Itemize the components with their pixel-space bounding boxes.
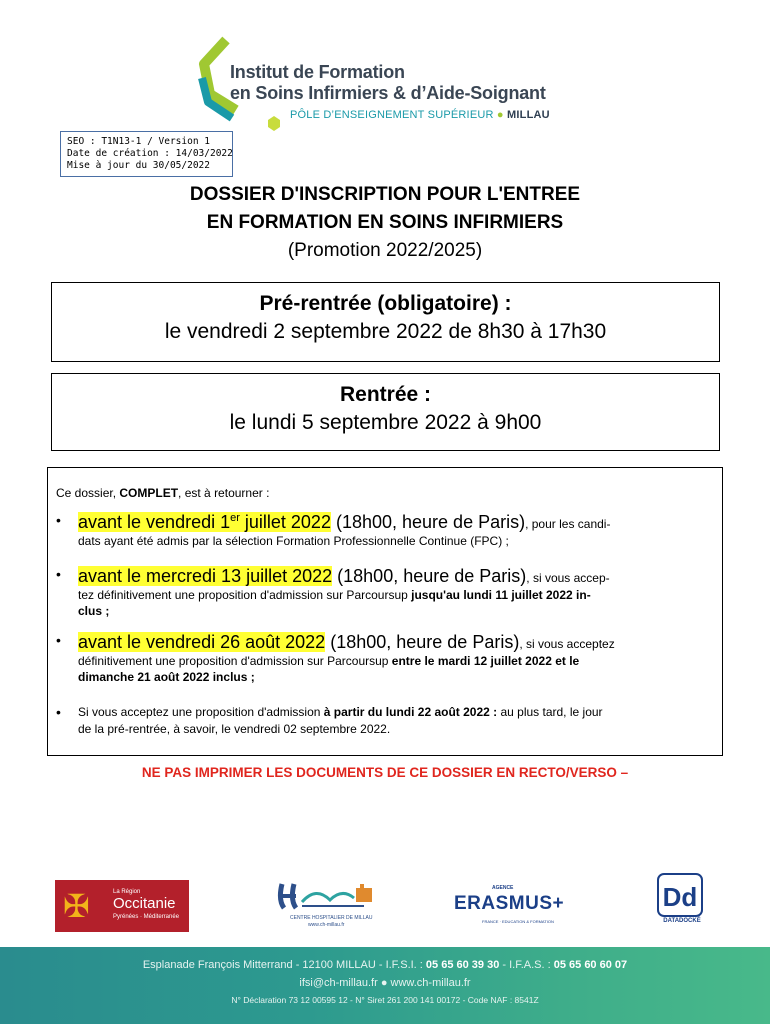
pre-rentree-detail: le vendredi 2 septembre 2022 de 8h30 à 17h30 [164, 320, 607, 343]
bullet-icon: • [56, 704, 61, 720]
intro-text: Ce dossier, [56, 486, 120, 500]
deadline-date-highlight: avant le vendredi 26 août 2022 [78, 632, 326, 652]
document-title-line-2: EN FORMATION EN SOINS INFIRMIERS [206, 212, 564, 233]
bullet-icon: • [56, 512, 61, 528]
logo-city: MILLAU [507, 109, 550, 121]
ch-millau-emblem-icon [268, 878, 388, 914]
footer-address [0, 959, 770, 971]
pre-rentree-box [51, 282, 720, 362]
print-warning: NE PAS IMPRIMER LES DOCUMENTS DE CE DOSSIER EN RECTO/VERSO – [141, 765, 629, 780]
erasmus-logo [452, 885, 592, 931]
deadline-date-text: avant le vendredi 1 [78, 512, 231, 532]
deadlines-intro [56, 486, 269, 500]
description-text: définitivement une proposition d'admission sur Parcoursup [78, 654, 392, 668]
deadline-line [78, 566, 706, 587]
deadline-time: (18h00, heure de Paris) [330, 512, 526, 532]
description-bold: jusqu'au lundi 11 juillet 2022 in- [411, 588, 591, 602]
deadline-item-fpc [56, 512, 706, 549]
late-bold: à partir du lundi 22 août 2022 : [323, 705, 498, 719]
logo-line-1: Institut de Formation [230, 62, 405, 82]
description-bold-end: dimanche 21 août 2022 inclus ; [78, 670, 255, 684]
deadline-date-highlight [78, 512, 331, 532]
deadline-item-parcoursup-july [56, 566, 706, 619]
description-bold: entre le mardi 12 juillet 2022 et le [391, 654, 580, 668]
pre-rentree-heading: Pré-rentrée (obligatoire) : [259, 292, 512, 315]
intro-text-end: , est à retourner : [178, 486, 270, 500]
deadline-description [78, 587, 706, 619]
deadline-date-highlight: avant le mercredi 13 juillet 2022 [78, 566, 333, 586]
logo-dot-icon: ● [496, 109, 504, 121]
deadline-date-text-end: juillet 2022 [239, 512, 331, 532]
occitanie-name: Occitanie [113, 895, 176, 912]
logo-line-3 [290, 109, 550, 121]
erasmus-plus: + [552, 893, 565, 914]
deadline-line [78, 512, 706, 533]
description-text: tez définitivement une proposition d'admission sur Parcoursup [78, 588, 412, 602]
footer-legal: N° Déclaration 73 12 00595 12 - N° Siret 261 200 141 00172 - Code NAF : 8541Z [231, 995, 539, 1005]
footer-band [0, 947, 770, 1024]
late-text-end: au plus tard, le jour [497, 705, 603, 719]
deadline-time: (18h00, heure de Paris) [325, 632, 520, 652]
late-text-line-2: de la pré-rentrée, à savoir, le vendredi 02 septembre 2022. [78, 722, 391, 736]
deadline-line [78, 632, 706, 653]
bullet-icon: • [56, 566, 61, 582]
rentree-heading: Rentrée : [339, 383, 432, 406]
logo-pole-text: PÔLE D’ENSEIGNEMENT SUPÉRIEUR [290, 109, 494, 121]
ch-millau-url: www.ch-millau.fr [308, 922, 345, 928]
footer-address-text: Esplanade François Mitterrand - 12100 MILLAU - I.F.S.I. : [142, 959, 426, 971]
late-text: Si vous acceptez une proposition d'admission [78, 705, 324, 719]
intro-complet: COMPLET [119, 486, 179, 500]
datadock-logo [652, 872, 712, 932]
occitan-cross-icon: ✠ [63, 888, 90, 924]
ch-millau-logo [268, 878, 388, 932]
deadline-tail: , si vous acceptez [519, 637, 615, 651]
deadline-time: (18h00, heure de Paris) [332, 566, 527, 586]
rentree-detail: le lundi 5 septembre 2022 à 9h00 [229, 411, 542, 434]
version-line-3: Mise à jour du 30/05/2022 [67, 160, 210, 171]
occitanie-small: La Région [113, 889, 141, 895]
erasmus-sub: FRANCE · EDUCATION & FORMATION [482, 919, 554, 924]
ch-millau-label: CENTRE HOSPITALIER DE MILLAU [290, 915, 373, 921]
ifsi-logo [196, 36, 576, 136]
deadline-date-sup: er [230, 512, 240, 524]
deadline-description: dats ayant été admis par la sélection Formation Professionnelle Continue (FPC) ; [78, 534, 509, 548]
deadline-description [78, 653, 706, 685]
document-title-promotion: (Promotion 2022/2025) [287, 240, 483, 261]
deadline-tail: , pour les candi- [525, 517, 611, 531]
footer-ifas-phone: 05 65 60 60 07 [553, 959, 628, 971]
svg-text:Dd: Dd [662, 882, 698, 912]
version-line-1: SEO : T1N13-1 / Version 1 [67, 136, 210, 147]
deadline-item-parcoursup-august [56, 632, 706, 685]
datadock-text: DATADOCKÉ [663, 918, 701, 924]
rentree-box [51, 373, 720, 451]
deadline-line [78, 704, 706, 738]
occitanie-logo [55, 880, 189, 932]
deadlines-box [47, 467, 723, 756]
description-bold-end: clus ; [78, 604, 110, 618]
version-box [60, 131, 233, 177]
footer-ifsi-phone: 05 65 60 39 30 [425, 959, 500, 971]
footer-contact: ifsi@ch-millau.fr ● www.ch-millau.fr [299, 977, 471, 989]
footer-ifas-label: - I.F.A.S. : [499, 959, 554, 971]
occitanie-sub: Pyrénées · Méditerranée [113, 914, 180, 920]
erasmus-word: ERASMUS [454, 893, 553, 914]
erasmus-agence: AGENCE [492, 885, 514, 891]
datadock-dd-icon [652, 872, 712, 918]
document-title-line-1: DOSSIER D'INSCRIPTION POUR L'ENTREE [189, 184, 581, 205]
erasmus-name [454, 893, 564, 915]
version-line-2: Date de création : 14/03/2022 [67, 148, 233, 159]
deadline-tail: , si vous accep- [526, 571, 610, 585]
deadline-item-late [56, 704, 706, 738]
bullet-icon: • [56, 632, 61, 648]
logo-line-2: en Soins Infirmiers & d’Aide-Soignant [230, 83, 546, 103]
